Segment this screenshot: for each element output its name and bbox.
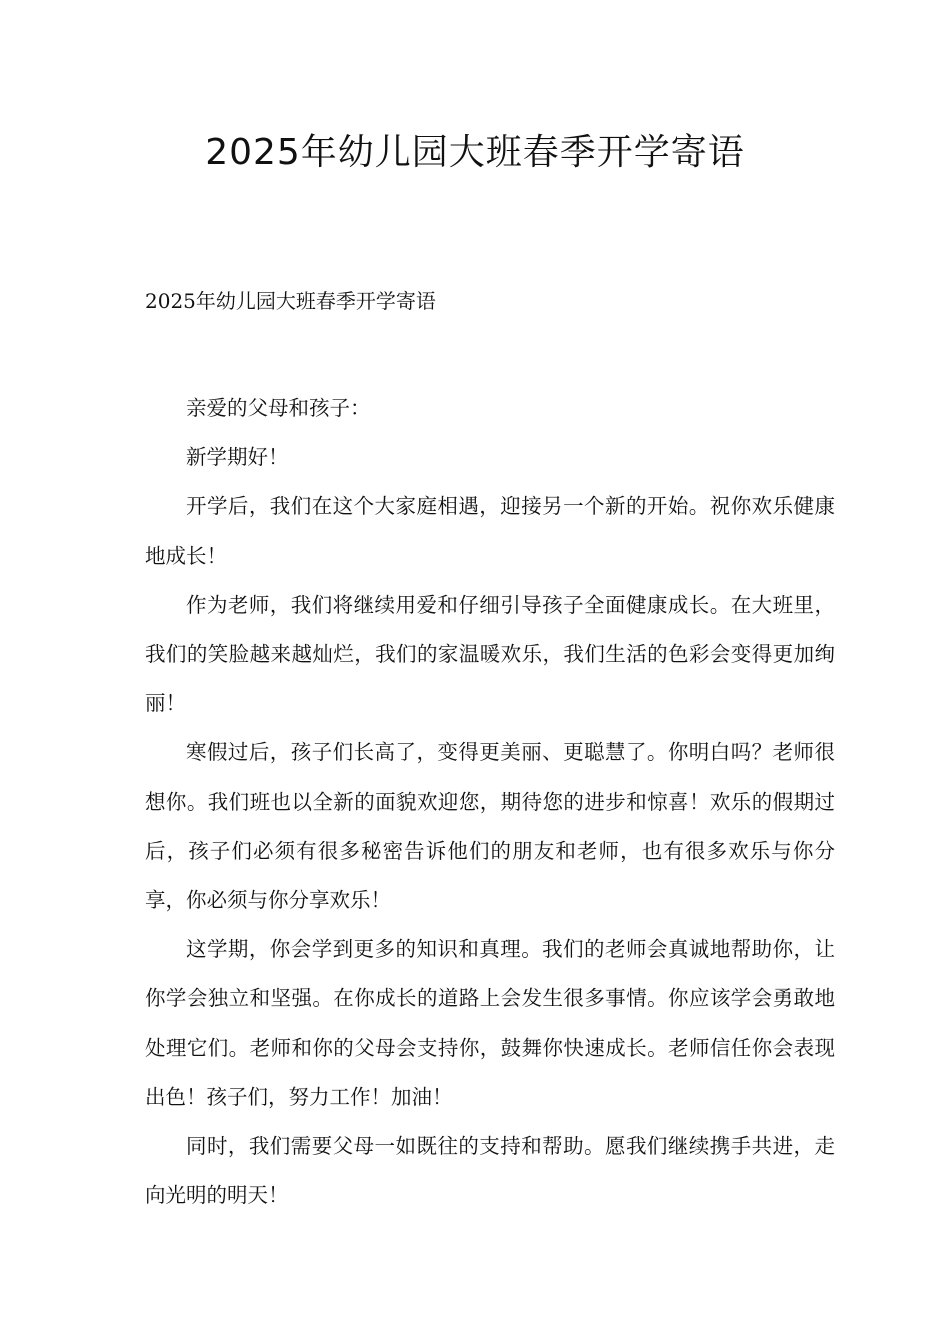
- paragraph-salutation: 亲爱的父母和孩子：: [186, 396, 371, 420]
- paragraph: 这学期，你会学到更多的知识和真理。我们的老师会真诚地帮助你，让你学会独立和坚强。在你成长的道路上会发生很多事情。你应该学会勇敢地处理它们。老师和你的父母会支持你，鼓舞你快速成长。老师信任你会表现出色！孩子们，努力工作！加油！: [145, 937, 835, 1109]
- document-body: [145, 384, 835, 1220]
- document-subtitle: 2025年幼儿园大班春季开学寄语: [145, 289, 436, 313]
- paragraph-greeting: 新学期好！: [186, 445, 289, 470]
- paragraph: 作为老师，我们将继续用爱和仔细引导孩子全面健康成长。在大班里，我们的笑脸越来越灿烂，我们的家温暖欢乐，我们生活的色彩会变得更加绚丽！: [145, 592, 835, 716]
- paragraph-closing: 同时，我们需要父母一如既往的支持和帮助。愿我们继续携手共进，走向光明的明天！: [145, 1134, 835, 1208]
- paragraph: 开学后，我们在这个大家庭相遇，迎接另一个新的开始。祝你欢乐健康地成长！: [145, 494, 835, 568]
- paragraph: 寒假过后，孩子们长高了，变得更美丽、更聪慧了。你明白吗？老师很想你。我们班也以全新的面貌欢迎您，期待您的进步和惊喜！欢乐的假期过后，孩子们必须有很多秘密告诉他们的朋友和老师，也有很多欢乐与你分享，你必须与你分享欢乐！: [145, 740, 835, 913]
- document-title: 2025年幼儿园大班春季开学寄语: [205, 132, 745, 173]
